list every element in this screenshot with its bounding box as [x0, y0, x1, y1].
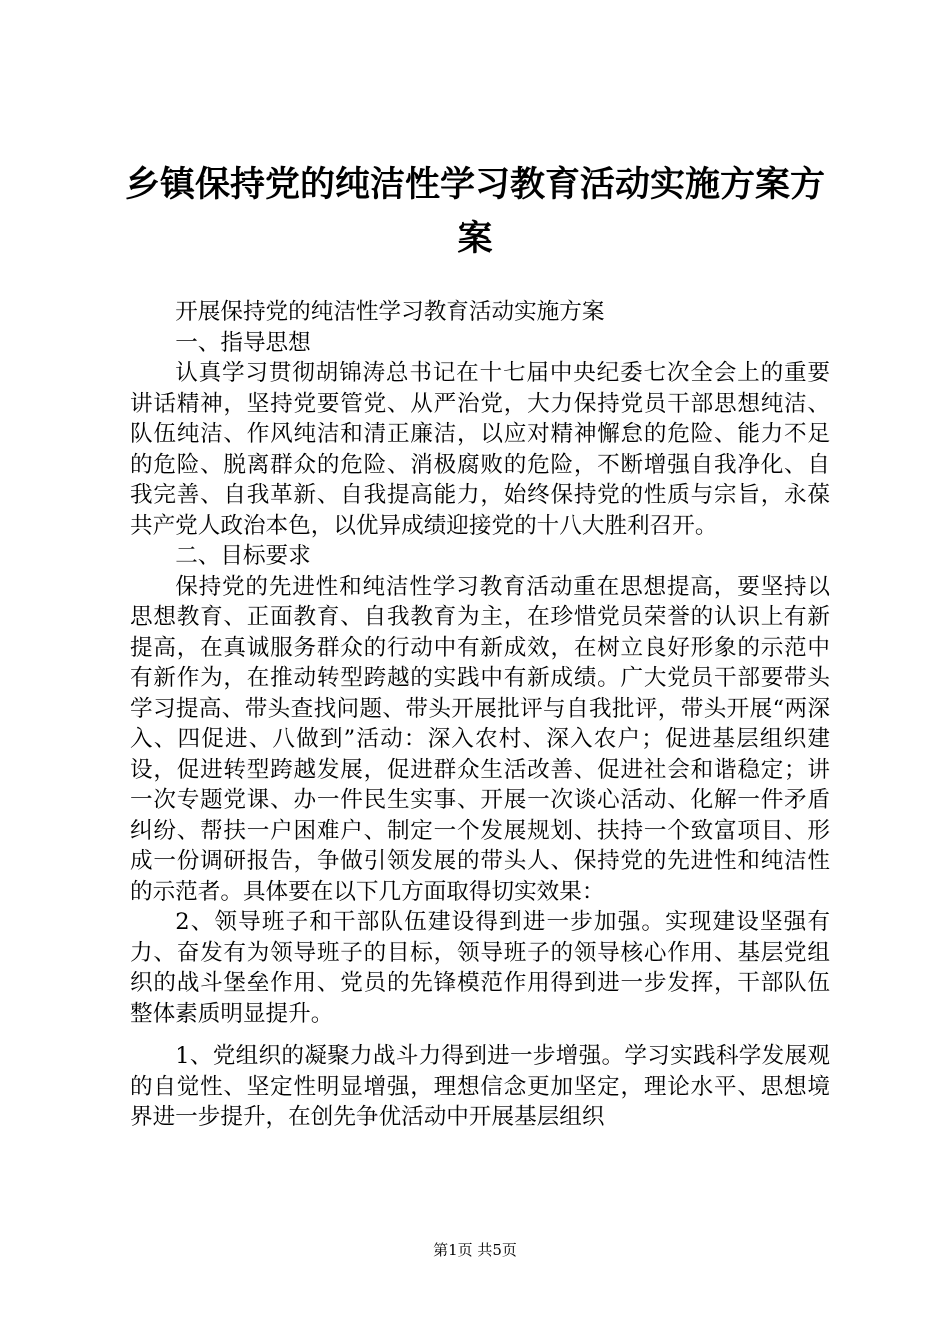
paragraph-item-1: 1、党组织的凝聚力战斗力得到进一步增强。学习实践科学发展观的自觉性、坚定性明显增强，理想信念更加坚定，理论水平、思想境界进一步提升，在创先争优活动中开展基层组织 — [130, 1043, 830, 1130]
document-body — [130, 297, 830, 1133]
paragraph-goals: 保持党的先进性和纯洁性学习教育活动重在思想提高，要坚持以思想教育、正面教育、自我教育为主，在珍惜党员荣誉的认识上有新提高，在真诚服务群众的行动中有新成效，在树立良好形象的示范中有新作为，在推动转型跨越的实践中有新成绩。广大党员干部要带头学习提高、带头查找问题、带头开展批评与自我批评，带头开展“两深入、四促进、八做到”活动：深入农村、深入农户；促进基层组织建设，促进转型跨越发展，促进群众生活改善、促进社会和谐稳定；讲一次专题党课、办一件民生实事、开展一次谈心活动、化解一件矛盾纠纷、帮扶一户困难户、制定一个发展规划、扶持一个致富项目、形成一份调研报告，争做引领发展的带头人、保持党的先进性和纯洁性的示范者。具体要在以下几方面取得切实效果： — [130, 573, 830, 905]
heading-goals: 二、目标要求 — [175, 543, 311, 569]
page-footer: 第1页 共5页 — [433, 1241, 517, 1259]
paragraph-subtitle: 开展保持党的纯洁性学习教育活动实施方案 — [175, 299, 605, 325]
paragraph-guiding-ideology: 认真学习贯彻胡锦涛总书记在十七届中央纪委七次全会上的重要讲话精神，坚持党要管党、从严治党，大力保持党员干部思想纯洁、队伍纯洁、作风纯洁和清正廉洁，以应对精神懈怠的危险、能力不足的危险、脱离群众的危险、消极腐败的危险，不断增强自我净化、自我完善、自我革新、自我提高能力，始终保持党的性质与宗旨，永葆共产党人政治本色，以优异成绩迎接党的十八大胜利召开。 — [130, 360, 830, 539]
document-title: 乡镇保持党的纯洁性学习教育活动实施方案方案 — [124, 164, 825, 259]
heading-guiding-ideology: 一、指导思想 — [175, 329, 311, 356]
paragraph-item-2: 2、领导班子和干部队伍建设得到进一步加强。实现建设坚强有力、奋发有为领导班子的目标，领导班子的领导核心作用、基层党组织的战斗堡垒作用、党员的先锋模范作用得到进一步发挥，干部队伍整体素质明显提升。 — [130, 909, 830, 1027]
